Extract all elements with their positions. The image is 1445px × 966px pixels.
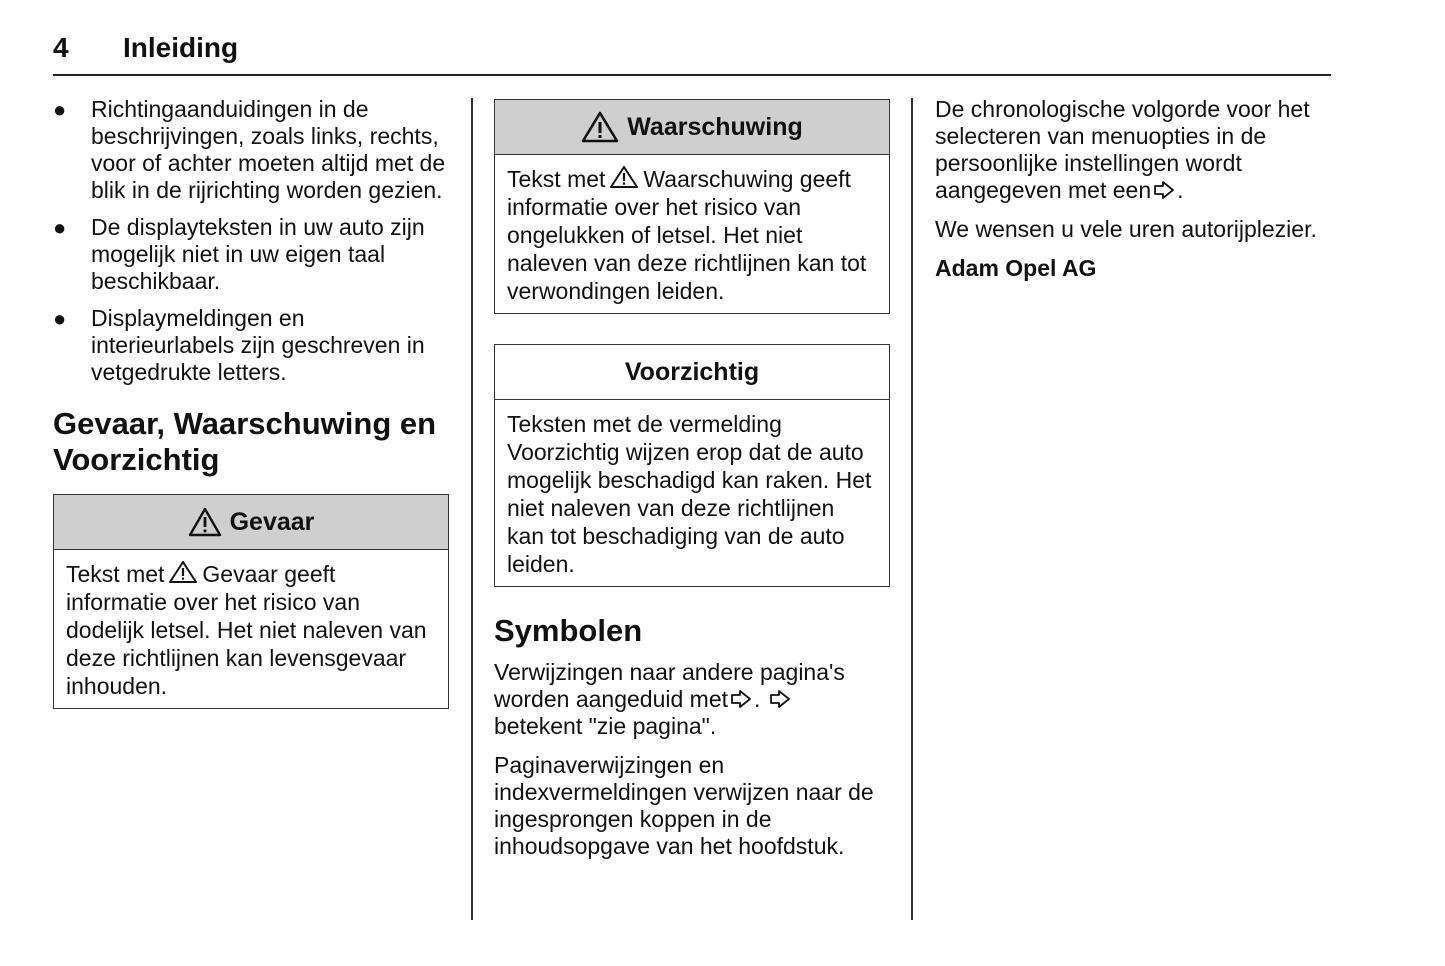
bullet-icon: ● bbox=[53, 97, 67, 122]
section-heading: Gevaar, Waarschuwing en Voorzichtig bbox=[53, 406, 437, 477]
column-3 bbox=[935, 96, 1335, 294]
column-2 bbox=[494, 96, 890, 872]
warning-box-body: Tekst met Waarschuwing geeft informatie over het risico van ongelukken of letsel. Het niet naleven van deze richtlijnen kan tot verwondingen leiden. bbox=[507, 166, 867, 304]
warning-box-header bbox=[495, 100, 889, 155]
intro-paragraph: We wensen u vele uren autorijplezier. bbox=[935, 216, 1317, 242]
caution-box-title: Voorzichtig bbox=[624, 357, 760, 386]
danger-box-body: Tekst met Gevaar geeft informatie over het risico van dodelijk letsel. Het niet naleven van deze richtlijnen kan levensgevaar inhouden. bbox=[66, 561, 427, 699]
warning-triangle-icon bbox=[609, 165, 639, 189]
danger-box-header bbox=[54, 495, 448, 550]
section-title: Inleiding bbox=[123, 32, 239, 63]
page-reference-arrow-icon bbox=[769, 689, 791, 709]
list-item: ● Richtingaanduidingen in de beschrijvingen, zoals links, rechts, voor of achter moeten altijd met de blik in de rijrichting worden gezien. bbox=[53, 96, 446, 203]
intro-paragraph: De chronologische volgorde voor het selecteren van menuopties in de persoonlijke instellingen wordt aangegeven met een . bbox=[935, 96, 1310, 203]
warning-box-title: Waarschuwing bbox=[627, 112, 803, 141]
danger-box bbox=[53, 494, 449, 709]
list-item: ● De displayteksten in uw auto zijn mogelijk niet in uw eigen taal beschikbaar. bbox=[53, 214, 425, 294]
page-reference-arrow-icon bbox=[1153, 180, 1175, 200]
signature: Adam Opel AG bbox=[935, 255, 1097, 281]
bullet-icon: ● bbox=[53, 306, 67, 331]
caution-box-header bbox=[495, 345, 889, 400]
column-divider bbox=[471, 98, 473, 920]
column-divider bbox=[911, 98, 913, 920]
warning-triangle-icon bbox=[188, 507, 222, 537]
caution-box-body: Teksten met de vermelding Voorzichtig wijzen erop dat de auto mogelijk beschadigd kan raken. Het niet naleven van deze richtlijnen kan tot beschadiging van de auto leiden. bbox=[507, 411, 872, 577]
bullet-list bbox=[53, 96, 449, 386]
section-heading: Symbolen bbox=[494, 613, 643, 648]
bullet-icon: ● bbox=[53, 215, 67, 240]
warning-triangle-icon bbox=[168, 560, 198, 584]
page-number: 4 bbox=[53, 32, 69, 63]
column-1 bbox=[53, 96, 449, 709]
list-item: ● Displaymeldingen en interieurlabels zijn geschreven in vetgedrukte letters. bbox=[53, 305, 425, 385]
danger-box-title: Gevaar bbox=[229, 507, 315, 536]
warning-triangle-icon bbox=[581, 111, 619, 143]
symbols-paragraph: Verwijzingen naar andere pagina's worden aangeduid met . betekent "zie pagina". bbox=[494, 659, 845, 739]
page-reference-arrow-icon bbox=[730, 689, 752, 709]
page-header bbox=[53, 30, 1331, 76]
symbols-paragraph: Paginaverwijzingen en indexvermeldingen verwijzen naar de ingesprongen koppen in de inhoudsopgave van het hoofdstuk. bbox=[494, 752, 874, 859]
warning-box bbox=[494, 99, 890, 314]
caution-box bbox=[494, 344, 890, 587]
